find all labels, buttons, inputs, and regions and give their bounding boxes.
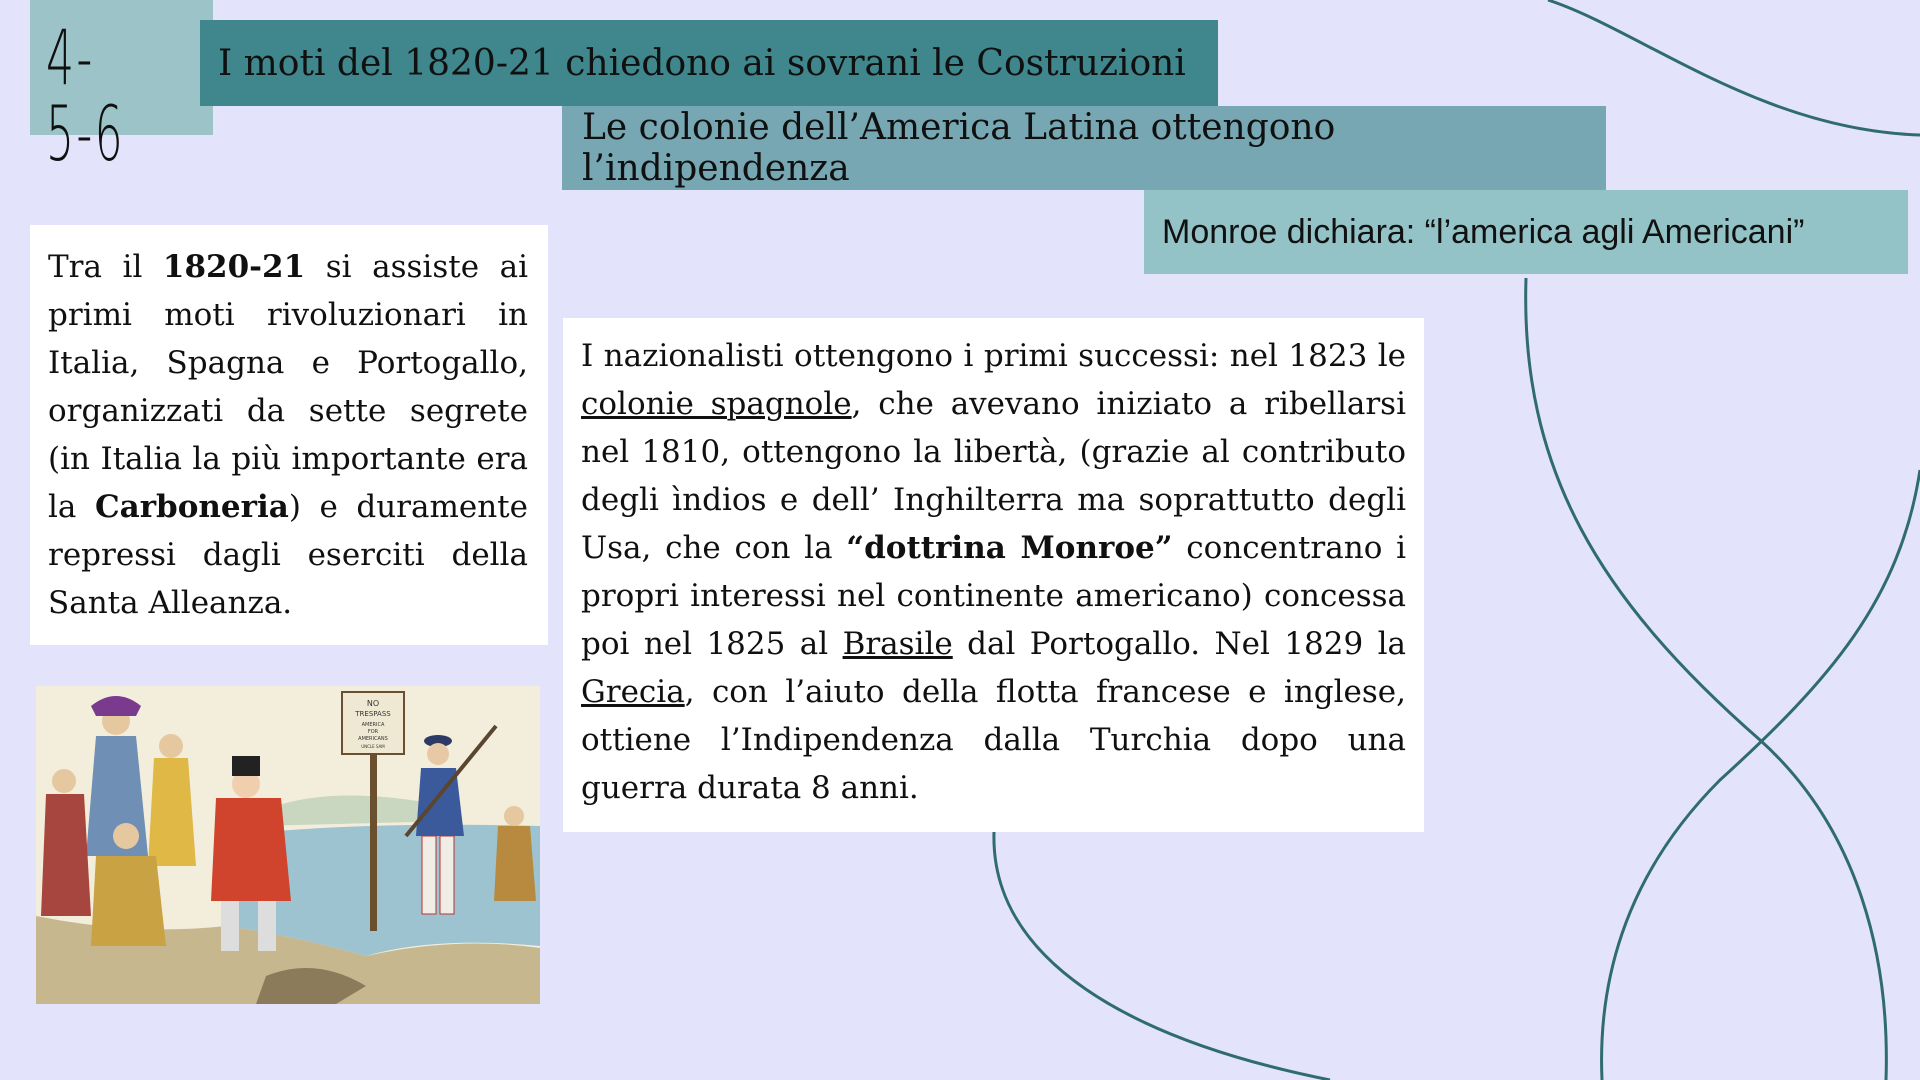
text-run: dal Portogallo. Nel 1829 la [952, 626, 1406, 662]
bold-dottrina-monroe: “dottrina Monroe” [846, 530, 1173, 566]
text-run: I nazionalisti ottengono i primi successi: nel 1823 le [581, 338, 1406, 374]
monroe-doctrine-cartoon [36, 686, 540, 1004]
text-run: si assiste ai primi moti rivoluzionari in Italia, Spagna e Portogallo, organizzati da sette segrete (in Italia la più importante era la [48, 249, 528, 525]
curve-descending [1526, 278, 1887, 1080]
text-run: Tra il [48, 249, 163, 285]
title-banner-2-text: Le colonie dell’America Latina ottengono l’indipendenza [582, 107, 1336, 189]
text-run: ) e duramente repressi dagli eserciti della Santa Alleanza. [48, 489, 528, 621]
text-run: , che avevano iniziato a ribellarsi nel 1810, ottengono la libertà, (grazie al contributo degli ìndios e dell’ Inghilterra ma soprattutto degli Usa, che con la [581, 386, 1407, 566]
section-number-badge [30, 0, 213, 178]
sign-line-3: AMERICA [361, 722, 385, 728]
curve-bottom [994, 832, 1330, 1080]
title-banner-1-text: I moti del 1820-21 chiedono ai sovrani le Costruzioni [218, 42, 1186, 84]
bold-carboneria: Carboneria [94, 489, 289, 525]
text-run: , con l’aiuto della flotta francese e inglese, ottiene l’Indipendenza dalla Turchia dopo una guerra durata 8 anni. [581, 674, 1406, 806]
cartoon-illustration [36, 686, 540, 1004]
moti-paragraph [48, 243, 528, 627]
underlined-brasile: Brasile [842, 626, 953, 662]
title-banner-1 [200, 20, 1218, 106]
curve-ascending [1602, 470, 1920, 1080]
underlined-colonie-spagnole: colonie spagnole [581, 386, 852, 422]
nazionalisti-text-box [563, 318, 1424, 832]
sign-line-2: TRESPASS [355, 710, 391, 718]
title-banner-3 [1144, 190, 1908, 274]
section-number: 4-5-6 [46, 13, 125, 178]
underlined-grecia: Grecia [581, 674, 685, 710]
nazionalisti-paragraph [581, 332, 1406, 812]
title-banner-3-text: Monroe dichiara: “l’america agli Americani” [1162, 212, 1805, 251]
sign-line-6: UNCLE SAM [361, 744, 385, 749]
sign-line-1: NO [366, 699, 380, 708]
moti-text-box [30, 225, 548, 645]
sign-line-5: AMERICANS [358, 736, 388, 742]
title-banner-2 [562, 106, 1606, 190]
text-run: concentrano i propri interessi nel continente americano) concessa poi nel 1825 al [581, 530, 1406, 662]
bold-date: 1820-21 [162, 249, 306, 285]
sign-line-4: FOR [367, 729, 379, 735]
